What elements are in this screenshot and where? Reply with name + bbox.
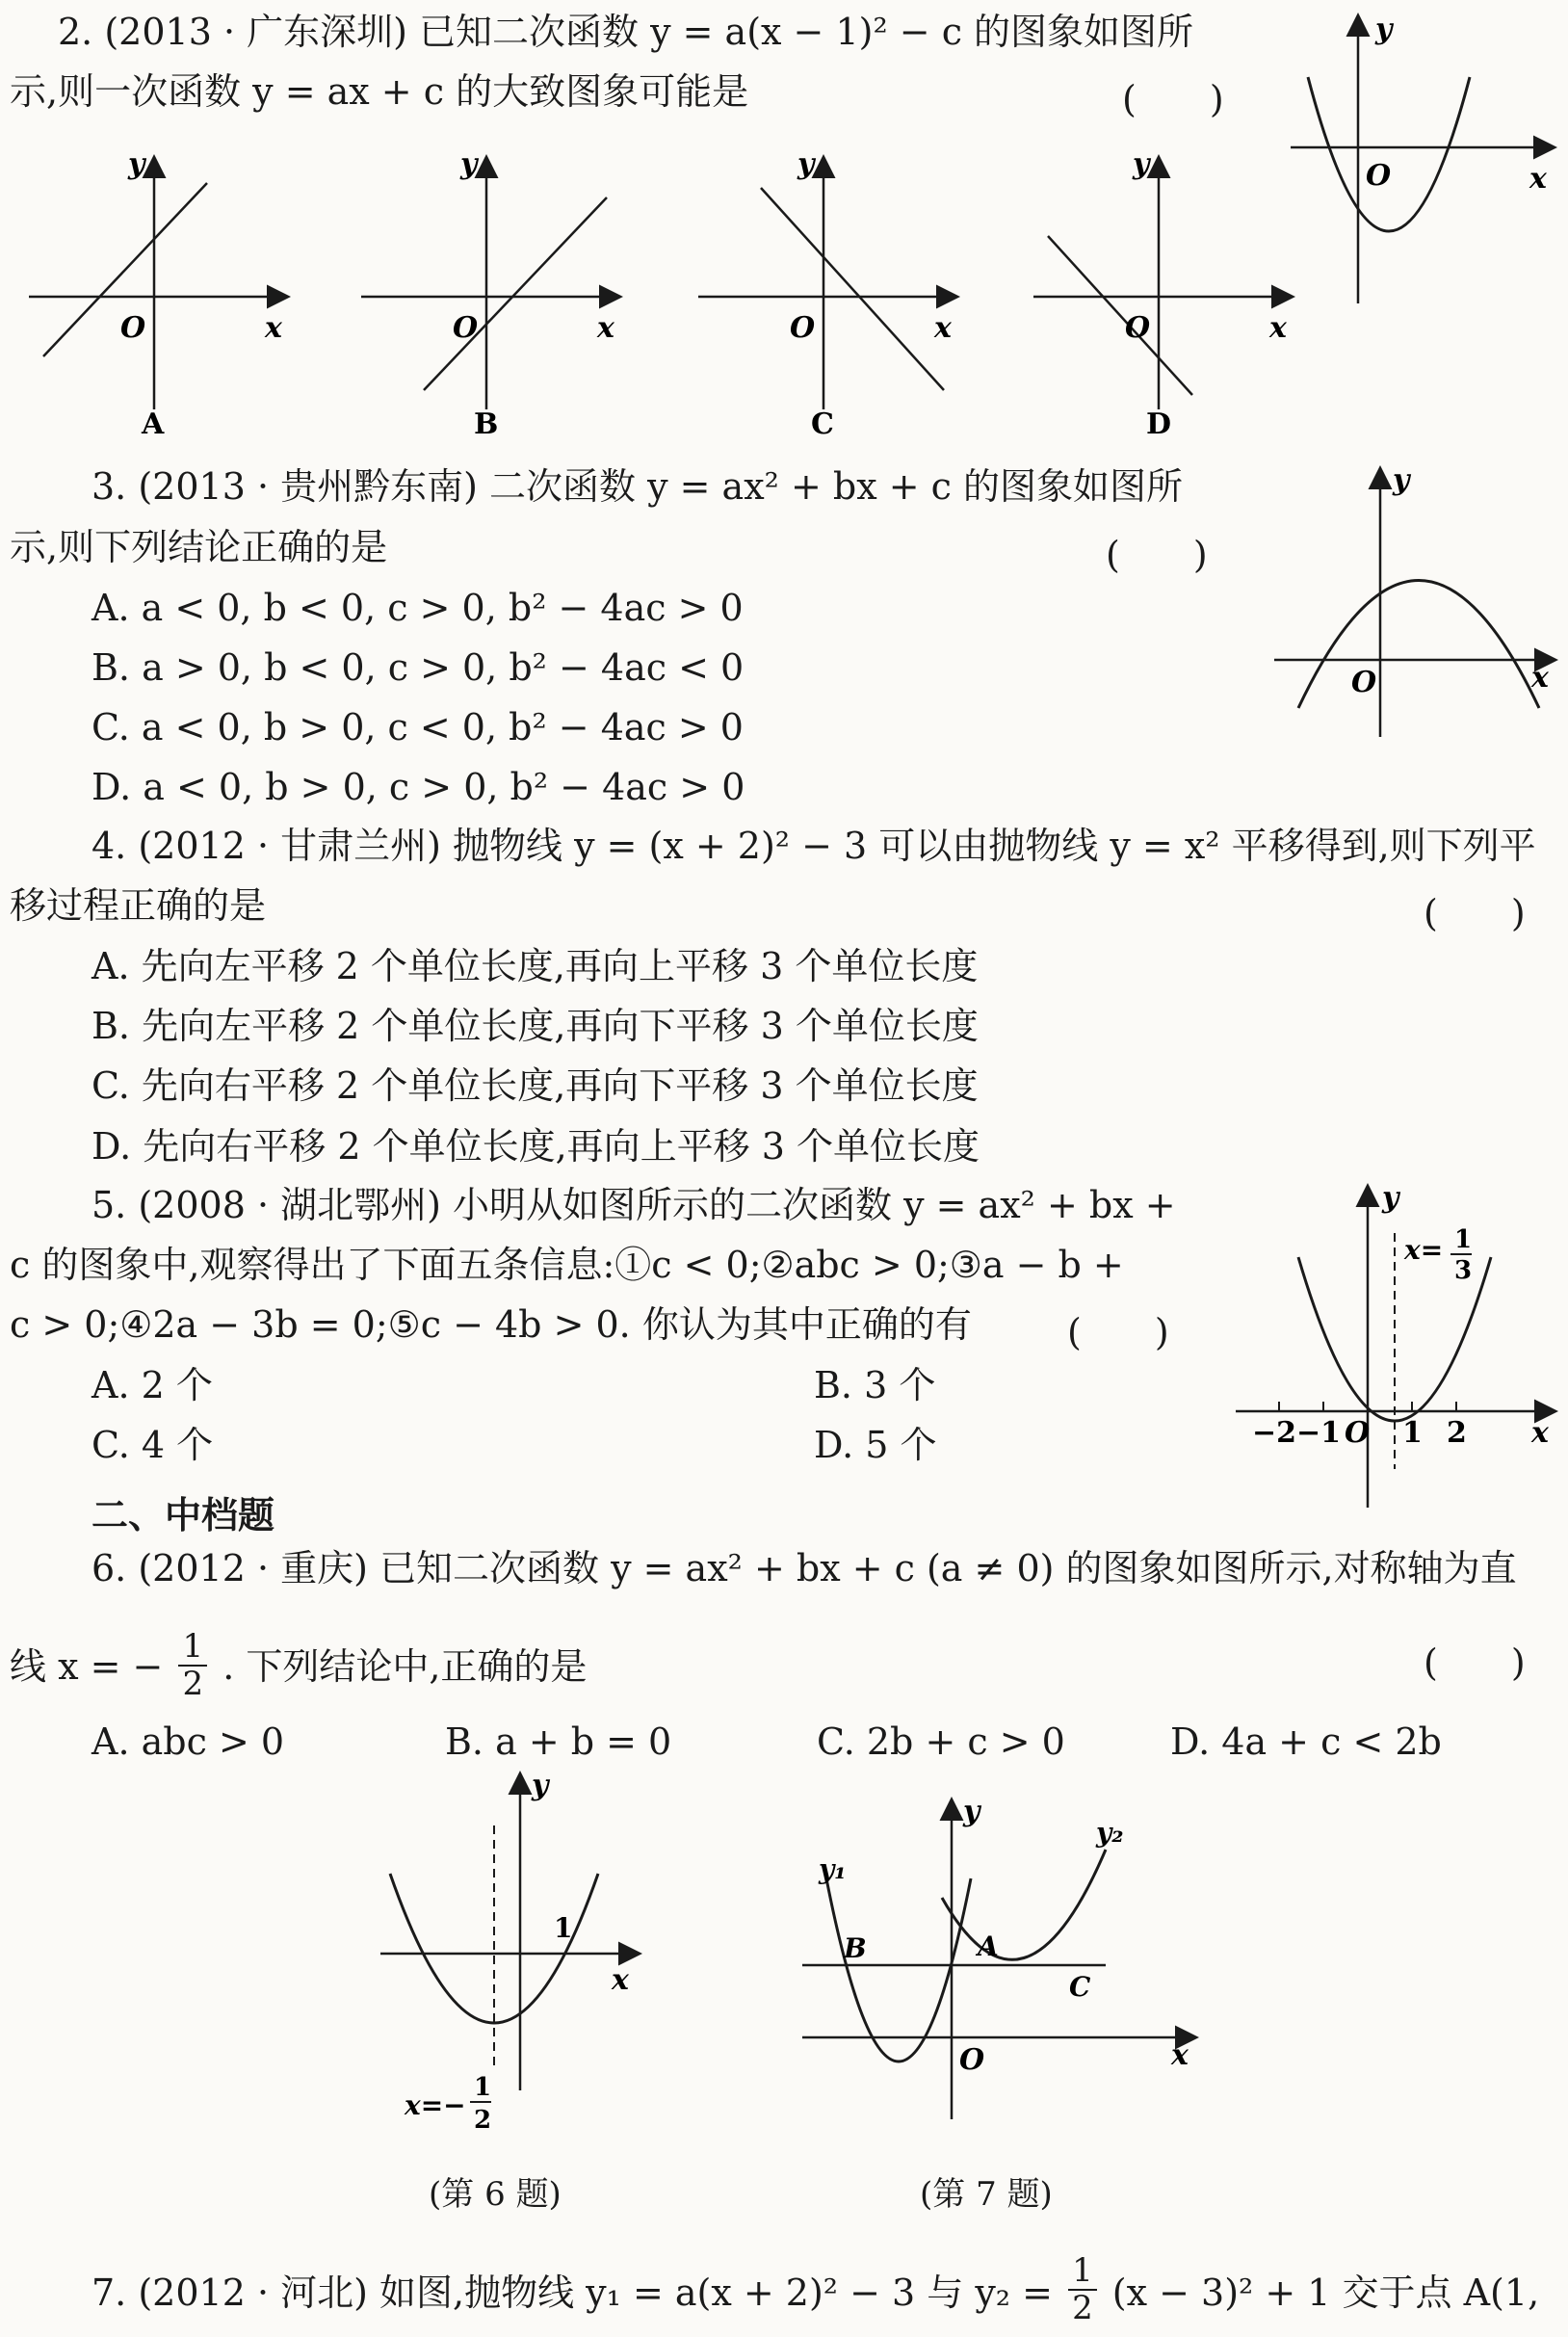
q7-y-label: y (963, 1795, 980, 1828)
q5-answer-paren: ( ) (1067, 1311, 1169, 1353)
q5-y-label: y (1382, 1181, 1399, 1215)
q4-answer-paren: ( ) (1424, 892, 1526, 934)
q2-option-d-graph (1029, 144, 1298, 443)
q6-graph-frac-den: 2 (474, 2106, 492, 2135)
q6-line2-post: . 下列结论中,正确的是 (222, 1644, 588, 1688)
q5-symmetry-label: x= (1404, 1234, 1444, 1266)
q2-ref-x-label: x (1529, 162, 1547, 196)
q5-option-c: C. 4 个 (91, 1424, 214, 1466)
q5-symmetry-frac-den: 3 (1454, 1256, 1473, 1285)
q7-caption: (第 7 题) (920, 2175, 1053, 2214)
q7-frac-num: 1 (1068, 2253, 1097, 2291)
q7-x-label: x (1171, 2038, 1189, 2072)
q2c-origin-label: O (790, 311, 816, 345)
q2-option-a-graph (24, 144, 294, 443)
q2-option-d-label: D (1146, 407, 1172, 441)
q5-symmetry-frac-num: 1 (1454, 1225, 1473, 1254)
q6-option-d: D. 4a + c < 2b (1170, 1720, 1442, 1763)
q2d-origin-label: O (1125, 311, 1151, 345)
q3-option-d: D. a < 0, b > 0, c > 0, b² − 4ac > 0 (91, 766, 745, 808)
q2-option-b-graph (356, 144, 626, 443)
q7-point-a: A (978, 1930, 999, 1962)
q5-tick-neg1: −1 (1296, 1416, 1342, 1450)
q6-graph (376, 1768, 665, 2139)
q4-option-d: D. 先向右平移 2 个单位长度,再向上平移 3 个单位长度 (91, 1125, 980, 1168)
q2-line1: 2. (2013 · 广东深圳) 已知二次函数 y = a(x − 1)² − c 的图象如图所 (58, 11, 1194, 53)
q3-line1: 3. (2013 · 贵州黔东南) 二次函数 y = ax² + bx + c 的图象如图所 (91, 465, 1183, 508)
q6-option-a: A. abc > 0 (91, 1720, 285, 1763)
q2a-y-label: y (128, 147, 145, 181)
q3-answer-paren: ( ) (1106, 534, 1208, 576)
q3-y-label: y (1393, 463, 1410, 497)
q6-symmetry-label: x=− (405, 2089, 466, 2121)
q6-x-label: x (612, 1963, 629, 1997)
q6-option-c: C. 2b + c > 0 (817, 1720, 1065, 1763)
q5-tick-2: 2 (1447, 1416, 1467, 1450)
q7-graph (797, 1792, 1202, 2119)
q6-graph-frac-num: 1 (474, 2073, 492, 2102)
q3-option-c: C. a < 0, b > 0, c < 0, b² − 4ac > 0 (91, 706, 744, 748)
q5-option-b: B. 3 个 (814, 1364, 936, 1406)
q6-frac-num: 1 (178, 1629, 207, 1667)
q5-graph (1231, 1180, 1563, 1512)
q4-line2: 移过程正确的是 (10, 884, 267, 927)
q2-ref-origin-label: O (1366, 159, 1392, 193)
q5-line2: c 的图象中,观察得出了下面五条信息:①c < 0;②abc > 0;③a − b + (10, 1244, 1124, 1286)
q5-option-a: A. 2 个 (91, 1364, 213, 1406)
q2d-x-label: x (1269, 311, 1287, 345)
q2b-x-label: x (597, 311, 614, 345)
q2a-x-label: x (265, 311, 282, 345)
q2-line2: 示,则一次函数 y = ax + c 的大致图象可能是 (10, 70, 749, 113)
q6-tick-1: 1 (554, 1912, 573, 1944)
q6-frac-den: 2 (182, 1665, 204, 1704)
q5-line3: c > 0;④2a − 3b = 0;⑤c − 4b > 0. 你认为其中正确的有 (10, 1303, 972, 1346)
q6-fraction (178, 1629, 207, 1703)
q7-origin-label: O (959, 2043, 985, 2077)
q7-point-b: B (844, 1932, 867, 1964)
q7-fraction (1068, 2253, 1097, 2327)
q7-line1 (91, 2251, 1540, 2333)
q7-line1-post: (x − 3)² + 1 交于点 A(1, (1111, 2271, 1540, 2314)
q3-option-a: A. a < 0, b < 0, c > 0, b² − 4ac > 0 (91, 587, 744, 629)
q2-answer-paren: ( ) (1122, 78, 1224, 120)
q4-option-b: B. 先向左平移 2 个单位长度,再向下平移 3 个单位长度 (91, 1005, 979, 1047)
q7-line1-pre: 7. (2012 · 河北) 如图,抛物线 y₁ = a(x + 2)² − 3 与 y₂ = (91, 2271, 1053, 2314)
q2c-y-label: y (797, 147, 815, 181)
q4-line1: 4. (2012 · 甘肃兰州) 抛物线 y = (x + 2)² − 3 可以由抛物线 y = x² 平移得到,则下列平 (91, 825, 1536, 867)
q2d-y-label: y (1133, 147, 1150, 181)
q5-line1: 5. (2008 · 湖北鄂州) 小明从如图所示的二次函数 y = ax² + bx + (91, 1184, 1176, 1226)
q5-origin-label: O (1345, 1416, 1371, 1450)
q2-option-a-label: A (142, 407, 165, 441)
q6-line2 (10, 1627, 588, 1707)
section-heading: 二、中档题 (91, 1494, 275, 1536)
q6-y-label: y (532, 1769, 549, 1802)
q3-origin-label: O (1351, 666, 1377, 699)
q2c-x-label: x (934, 311, 952, 345)
q7-y1-label: y₁ (819, 1853, 847, 1885)
q2-option-c-label: C (811, 407, 834, 441)
q3-line2: 示,则下列结论正确的是 (10, 526, 388, 568)
q4-option-c: C. 先向右平移 2 个单位长度,再向下平移 3 个单位长度 (91, 1064, 979, 1107)
q2-option-b-label: B (474, 407, 499, 441)
q2-ref-y-label: y (1375, 13, 1393, 46)
q5-tick-neg2: −2 (1252, 1416, 1297, 1450)
q6-answer-paren: ( ) (1424, 1641, 1526, 1684)
q3-graph (1269, 462, 1563, 742)
q3-option-b: B. a > 0, b < 0, c > 0, b² − 4ac < 0 (91, 646, 745, 689)
q4-option-a: A. 先向左平移 2 个单位长度,再向上平移 3 个单位长度 (91, 945, 979, 987)
q2b-origin-label: O (453, 311, 479, 345)
q5-x-label: x (1531, 1416, 1549, 1450)
q6-line1: 6. (2012 · 重庆) 已知二次函数 y = ax² + bx + c (a ≠ 0) 的图象如图所示,对称轴为直 (91, 1547, 1517, 1589)
q7-point-c: C (1069, 1971, 1091, 2003)
q2a-origin-label: O (120, 311, 146, 345)
q5-tick-1: 1 (1402, 1416, 1423, 1450)
q6-caption: (第 6 题) (429, 2175, 562, 2214)
q5-option-d: D. 5 个 (814, 1424, 937, 1466)
q2-option-c-graph (693, 144, 963, 443)
q7-frac-den: 2 (1072, 2289, 1093, 2328)
q6-option-b: B. a + b = 0 (445, 1720, 672, 1763)
q2b-y-label: y (460, 147, 478, 181)
q7-y2-label: y₂ (1096, 1817, 1124, 1849)
q3-x-label: x (1531, 661, 1549, 695)
q6-line2-pre: 线 x = − (10, 1644, 164, 1688)
q2-reference-graph (1281, 10, 1560, 308)
